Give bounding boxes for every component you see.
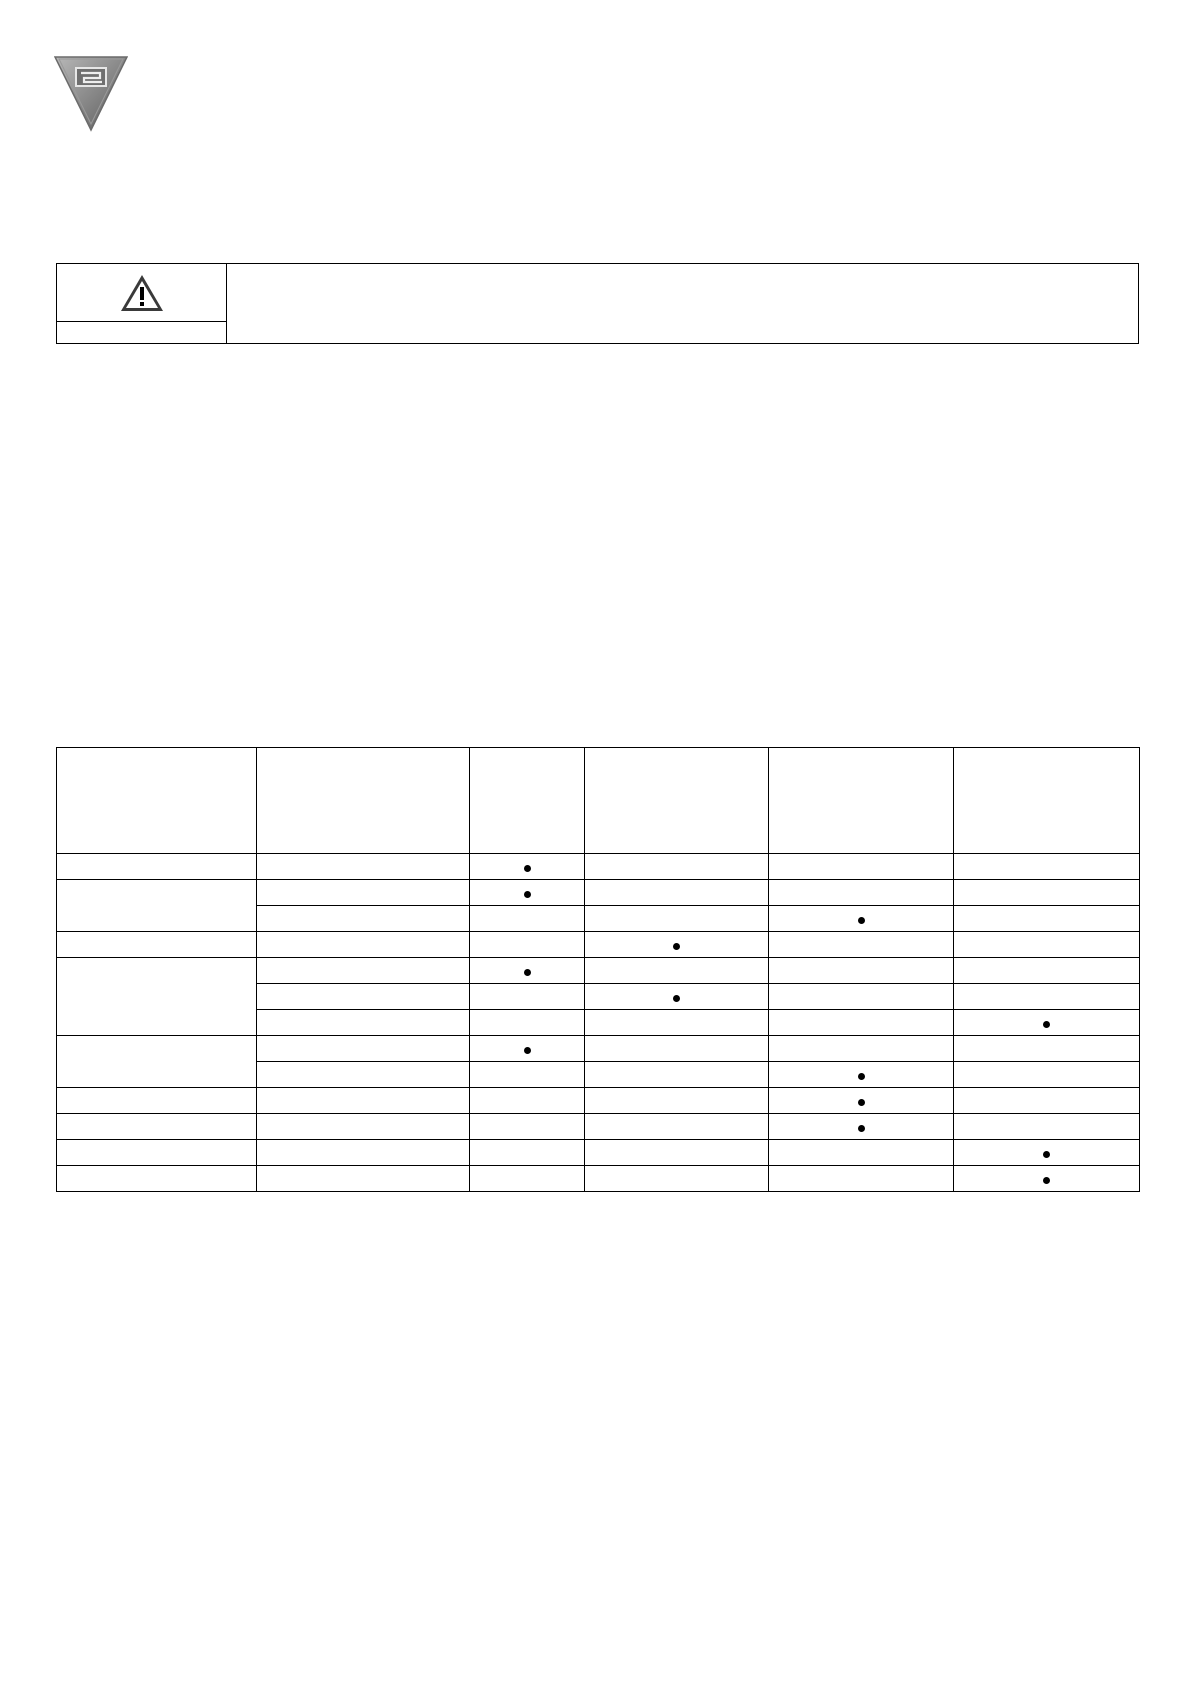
column-header: [954, 748, 1140, 854]
table-header-row: [57, 748, 1140, 854]
column-header: [470, 748, 585, 854]
interval-cell: [585, 1036, 769, 1062]
item-cell: [257, 1010, 470, 1036]
interval-cell: [769, 854, 954, 880]
group-cell: [57, 1036, 257, 1088]
interval-mark: [769, 1062, 954, 1088]
item-cell: [257, 1062, 470, 1088]
interval-cell: [585, 1062, 769, 1088]
table-row: [57, 1088, 1140, 1114]
table-row: [57, 932, 1140, 958]
table-row: [57, 1140, 1140, 1166]
interval-cell: [470, 984, 585, 1010]
interval-cell: [585, 1010, 769, 1036]
group-cell: [57, 854, 257, 880]
interval-cell: [585, 880, 769, 906]
interval-cell: [470, 932, 585, 958]
interval-cell: [585, 1166, 769, 1192]
interval-mark: [769, 1088, 954, 1114]
item-cell: [257, 1166, 470, 1192]
table-row: [57, 1166, 1140, 1192]
interval-cell: [470, 1010, 585, 1036]
group-cell: [57, 958, 257, 1036]
item-cell: [257, 958, 470, 984]
interval-cell: [954, 984, 1140, 1010]
column-header: [769, 748, 954, 854]
column-header: [57, 748, 257, 854]
group-cell: [57, 1114, 257, 1140]
interval-cell: [470, 1088, 585, 1114]
table-row: [57, 854, 1140, 880]
warning-triangle-icon: [119, 273, 165, 313]
item-cell: [257, 880, 470, 906]
interval-mark: [470, 854, 585, 880]
interval-mark: [585, 984, 769, 1010]
interval-cell: [954, 1114, 1140, 1140]
warning-symbol-cell: [57, 264, 227, 322]
interval-cell: [769, 932, 954, 958]
interval-cell: [585, 1114, 769, 1140]
interval-cell: [585, 906, 769, 932]
interval-cell: [954, 1088, 1140, 1114]
interval-cell: [585, 1088, 769, 1114]
group-cell: [57, 880, 257, 932]
interval-cell: [769, 1010, 954, 1036]
warning-box: [56, 263, 1139, 344]
interval-cell: [769, 1036, 954, 1062]
table-row: [57, 880, 1140, 906]
interval-cell: [585, 854, 769, 880]
interval-mark: [954, 1010, 1140, 1036]
item-cell: [257, 1114, 470, 1140]
interval-cell: [769, 958, 954, 984]
interval-cell: [954, 1062, 1140, 1088]
warning-text: [227, 264, 1138, 343]
interval-mark: [470, 880, 585, 906]
interval-mark: [470, 1036, 585, 1062]
table-row: [57, 1036, 1140, 1062]
interval-cell: [954, 854, 1140, 880]
interval-cell: [769, 880, 954, 906]
table-row: [57, 1114, 1140, 1140]
interval-cell: [470, 1166, 585, 1192]
item-cell: [257, 1140, 470, 1166]
group-cell: [57, 932, 257, 958]
interval-cell: [470, 1140, 585, 1166]
interval-mark: [954, 1140, 1140, 1166]
interval-cell: [954, 880, 1140, 906]
item-cell: [257, 932, 470, 958]
column-header: [257, 748, 470, 854]
item-cell: [257, 906, 470, 932]
interval-cell: [954, 906, 1140, 932]
item-cell: [257, 984, 470, 1010]
column-header: [585, 748, 769, 854]
warning-label: [57, 322, 227, 343]
interval-cell: [954, 1036, 1140, 1062]
group-cell: [57, 1140, 257, 1166]
interval-mark: [470, 958, 585, 984]
interval-cell: [470, 1114, 585, 1140]
interval-cell: [954, 958, 1140, 984]
interval-mark: [954, 1166, 1140, 1192]
interval-cell: [585, 958, 769, 984]
interval-mark: [585, 932, 769, 958]
group-cell: [57, 1088, 257, 1114]
interval-cell: [954, 932, 1140, 958]
interval-cell: [769, 984, 954, 1010]
interval-cell: [769, 1166, 954, 1192]
table-row: [57, 958, 1140, 984]
item-cell: [257, 1088, 470, 1114]
interval-cell: [585, 1140, 769, 1166]
item-cell: [257, 854, 470, 880]
item-cell: [257, 1036, 470, 1062]
triangle-emblem-icon: [54, 54, 128, 132]
interval-mark: [769, 906, 954, 932]
group-cell: [57, 1166, 257, 1192]
interval-mark: [769, 1114, 954, 1140]
interval-cell: [470, 906, 585, 932]
interval-cell: [470, 1062, 585, 1088]
interval-cell: [769, 1140, 954, 1166]
maintenance-table: [56, 747, 1140, 1192]
